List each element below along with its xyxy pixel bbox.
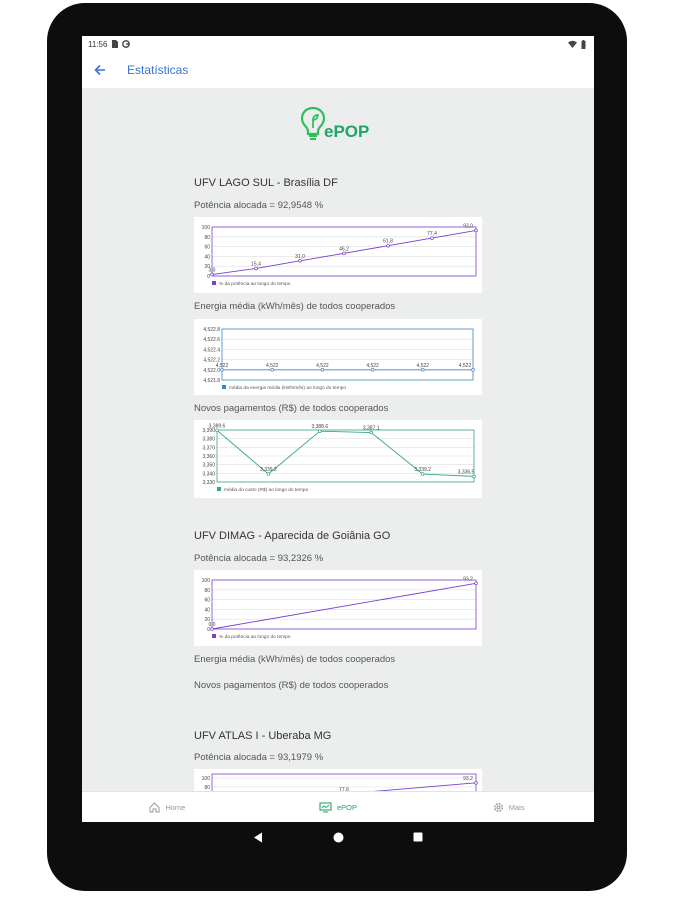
data-point	[299, 259, 302, 262]
data-point	[475, 582, 478, 585]
data-point	[473, 475, 476, 478]
energia-label-lago-sul: Energia média (kWh/mês) de todos cooperados	[194, 301, 396, 312]
data-point	[472, 368, 475, 371]
y-tick-label: 4,522.6	[203, 337, 220, 344]
y-tick-label: 80	[204, 234, 210, 241]
y-tick-label: 40	[204, 607, 210, 614]
section-title-atlas: UFV ATLAS I - Uberaba MG	[194, 730, 332, 742]
epop-logo-text: ePOP	[324, 122, 370, 141]
data-label: 0,0	[208, 622, 216, 628]
data-point	[211, 628, 214, 631]
data-point	[318, 430, 321, 433]
y-tick-label: 4,521.8	[203, 378, 220, 384]
battery-icon	[581, 40, 586, 49]
data-label: 93,2	[463, 576, 473, 583]
energia-label-dimag: Energia média (kWh/mês) de todos cooperados	[194, 654, 396, 665]
y-tick-label: 60	[204, 244, 210, 251]
chart-lago-energia	[194, 319, 482, 395]
lightbulb-leaf-icon	[300, 106, 326, 140]
data-label: 4,522	[416, 362, 430, 369]
back-button[interactable]	[91, 61, 109, 79]
legend-swatch	[212, 281, 216, 285]
statistics-content	[82, 88, 594, 791]
system-home-button[interactable]	[331, 830, 345, 844]
data-label: 77,4	[427, 231, 437, 238]
section-title-lago-sul: UFV LAGO SUL - Brasília DF	[194, 177, 338, 189]
data-point	[267, 473, 270, 476]
wifi-icon	[568, 40, 577, 48]
y-tick-label: 40	[204, 254, 210, 261]
legend-swatch	[212, 634, 216, 638]
gear-icon	[493, 802, 504, 813]
data-point	[475, 229, 478, 232]
app-bar	[82, 52, 594, 88]
section-title-dimag: UFV DIMAG - Aparecida de Goiânia GO	[194, 530, 391, 542]
data-point	[321, 368, 324, 371]
bottom-navigation	[82, 791, 594, 822]
epop-icon	[319, 802, 332, 813]
y-tick-label: 100	[201, 776, 210, 782]
series-line	[212, 583, 476, 629]
y-tick-label: 20	[204, 617, 210, 624]
chart-lago-pagamentos	[194, 420, 482, 498]
y-tick-label: 3,340	[202, 471, 215, 478]
y-tick-label: 60	[204, 597, 210, 604]
data-point	[211, 273, 214, 276]
legend-label: % da potência ao longo do tempo	[219, 282, 291, 287]
legend-label: média do custo (R$) ao longo do tempo	[224, 488, 309, 493]
plot-frame	[212, 580, 476, 629]
y-tick-label: 80	[204, 587, 210, 594]
y-tick-label: 0	[207, 627, 210, 633]
y-tick-label: 3,350	[202, 462, 215, 469]
data-label: 3,339.2	[414, 467, 431, 474]
potencia-alocada-lago-sul: Potência alocada = 92,9548 %	[194, 200, 324, 211]
potencia-alocada-atlas: Potência alocada = 93,1979 %	[194, 752, 324, 763]
data-label: 77,6	[339, 786, 349, 791]
y-tick-label: 100	[201, 578, 210, 584]
y-tick-label: 20	[204, 264, 210, 271]
data-point	[421, 368, 424, 371]
plot-frame	[222, 329, 473, 380]
page-title: Estatísticas	[127, 63, 189, 77]
notification-g-icon	[122, 40, 130, 48]
y-tick-label: 4,522.8	[203, 327, 220, 333]
y-tick-label: 4,522.0	[203, 367, 220, 374]
y-tick-label: 100	[201, 225, 210, 231]
data-label: 93,2	[463, 775, 473, 782]
nav-mais-label: Mais	[508, 803, 525, 812]
y-tick-label: 3,390	[202, 428, 215, 434]
data-label: 4,522	[215, 362, 229, 369]
data-point	[343, 252, 346, 255]
y-tick-label: 3,360	[202, 454, 215, 460]
data-label: 31,0	[295, 253, 305, 260]
system-navigation-bar	[82, 822, 594, 852]
data-label: 4,522	[458, 362, 472, 369]
chart-dimag-potencia	[194, 570, 482, 646]
nav-home-label: Home	[165, 803, 186, 812]
data-point	[370, 431, 373, 434]
data-label: 61,8	[383, 238, 393, 245]
chart-dimag-potencia-svg	[194, 570, 482, 646]
y-tick-label: 0	[207, 274, 210, 280]
data-point	[387, 244, 390, 247]
data-point	[221, 368, 224, 371]
nav-mais[interactable]	[423, 792, 594, 822]
status-time: 11:56	[88, 39, 108, 49]
data-point	[271, 368, 274, 371]
data-point	[371, 368, 374, 371]
pagamentos-label-dimag: Novos pagamentos (R$) de todos cooperados	[194, 680, 389, 691]
data-label: 46,2	[339, 246, 349, 253]
data-label: 3,387.1	[362, 425, 380, 432]
data-label: 4,522	[366, 362, 379, 369]
triangle-back-icon	[253, 832, 263, 843]
chart-lago-potencia-svg	[194, 217, 482, 293]
data-point	[421, 473, 424, 476]
nav-home[interactable]	[82, 792, 253, 822]
data-label: 93,0	[463, 223, 473, 230]
data-label: 15,4	[251, 261, 261, 268]
data-label: 4,522	[316, 362, 329, 369]
data-label: 3,389.6	[208, 423, 226, 430]
y-tick-label: 3,370	[202, 445, 215, 452]
square-recents-icon	[413, 832, 423, 842]
y-tick-label: 4,522.2	[203, 357, 220, 364]
legend-swatch	[222, 385, 226, 389]
data-point	[431, 237, 434, 240]
y-tick-label: 4,522.4	[203, 347, 220, 354]
nav-epop[interactable]	[253, 792, 424, 822]
y-tick-label: 3,330	[202, 480, 215, 486]
data-label: 3,388.6	[311, 424, 329, 431]
home-icon	[149, 802, 160, 813]
legend-label: média da energia média (kWh/mês) ao longo do tempo	[229, 386, 347, 391]
data-label: 4,522	[265, 362, 279, 369]
y-tick-label: 80	[204, 785, 210, 791]
data-label: 3,339.2	[260, 467, 277, 474]
nav-epop-label: ePOP	[337, 803, 358, 812]
sim-icon	[111, 40, 118, 48]
potencia-alocada-dimag: Potência alocada = 93,2326 %	[194, 553, 324, 564]
pagamentos-label-lago-sul: Novos pagamentos (R$) de todos cooperados	[194, 403, 389, 414]
screen	[82, 36, 594, 822]
chart-lago-energia-svg	[194, 319, 482, 395]
legend-label: % da potência ao longo do tempo	[219, 635, 291, 640]
y-tick-label: 3,380	[202, 436, 215, 443]
epop-logo	[300, 106, 380, 148]
data-point	[255, 267, 258, 270]
data-point	[216, 429, 219, 432]
data-point	[475, 781, 478, 784]
chart-lago-potencia	[194, 217, 482, 293]
chart-atlas-potencia	[194, 769, 482, 791]
data-label: 3,336.5	[457, 469, 475, 476]
arrow-left-icon	[94, 64, 106, 76]
series-line	[217, 430, 474, 476]
system-recents-button[interactable]	[411, 830, 425, 844]
circle-home-icon	[333, 832, 344, 843]
legend-swatch	[217, 487, 221, 491]
system-back-button[interactable]	[251, 830, 265, 844]
chart-lago-pagamentos-svg	[194, 420, 482, 498]
chart-atlas-potencia-svg	[194, 769, 482, 791]
data-label: 3,0	[208, 267, 216, 274]
status-bar	[82, 36, 594, 52]
